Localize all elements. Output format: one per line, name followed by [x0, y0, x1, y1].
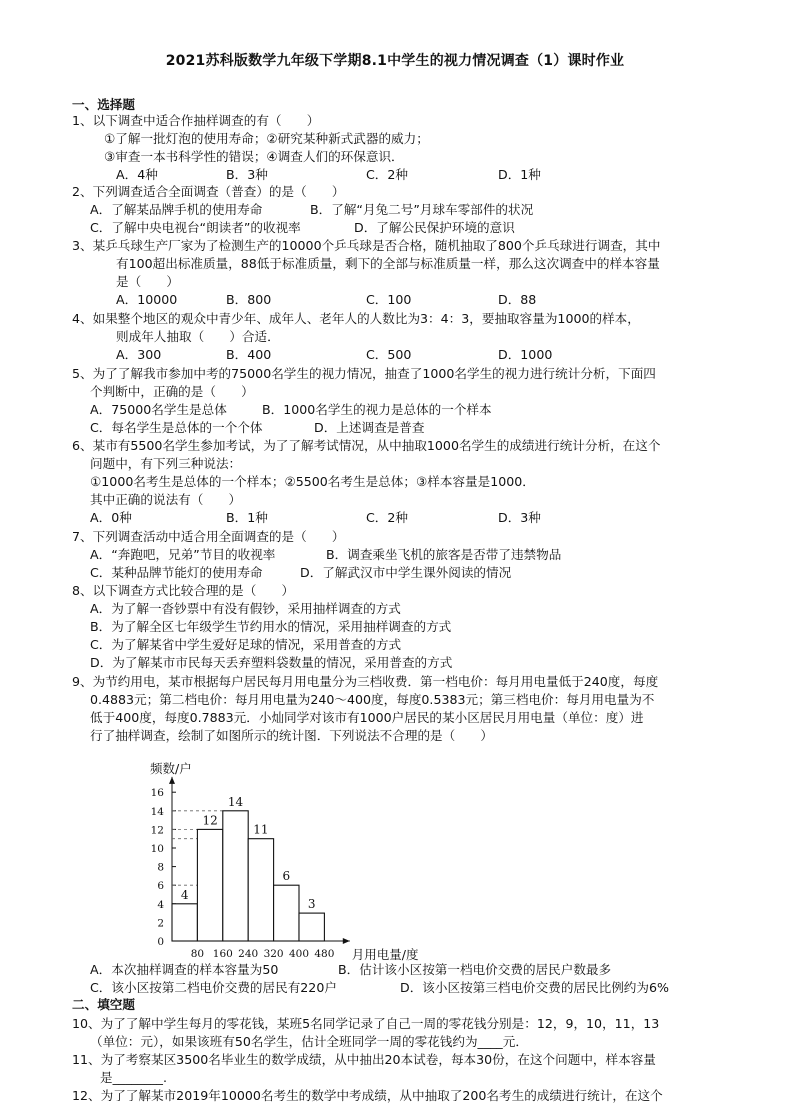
- q6-line2: 问题中，有下列三种说法：: [90, 456, 242, 471]
- q4-option-b: B．400: [226, 347, 272, 362]
- q4-line1: 4、如果整个地区的观众中青少年、成年人、老年人的人数比为3：4：3，要抽取容量为1000的样本，: [72, 311, 640, 326]
- x-tick-label: 400: [288, 948, 310, 960]
- y-tick-label: 6: [157, 880, 164, 893]
- section-heading-fill: 二、填空题: [72, 997, 135, 1012]
- q3-option-b: B．800: [226, 292, 272, 307]
- histogram-svg: [130, 745, 450, 965]
- q8-option-c: C．为了解某省中学生爱好足球的情况，采用普查的方式: [90, 637, 402, 652]
- bar-value-label: 14: [227, 794, 244, 809]
- q5-option-c: C．每名学生是总体的一个个体: [90, 420, 263, 435]
- q7-option-d: D．了解武汉市中学生课外阅读的情况: [300, 565, 512, 580]
- q1-option-b: B．3种: [226, 167, 268, 182]
- q1-line2: ③审查一本书科学性的错误；④调查人们的环保意识．: [104, 149, 404, 164]
- bar-value-label: 6: [282, 869, 291, 884]
- x-tick-label: 240: [238, 948, 259, 960]
- q2-option-c: C．了解中央电视台“朗读者”的收视率: [90, 220, 301, 235]
- q11-line1: 11、为了考察某区3500名毕业生的数学成绩，从中抽出20本试卷，每本30份，在这个问题中，样本容量: [72, 1052, 656, 1067]
- x-tick-label: 320: [263, 948, 284, 960]
- q10-line1: 10、为了了解中学生每月的零花钱，某班5名同学记录了自己一周的零花钱分别是：12，9，10，11，13: [72, 1016, 660, 1031]
- x-tick-label: 160: [212, 948, 233, 960]
- histogram-bar: [223, 811, 248, 941]
- q9-option-b: B．估计该小区按第一档电价交费的居民户数最多: [338, 962, 612, 977]
- q1-option-a: A．4种: [116, 167, 158, 182]
- q12-line1: 12、为了了解某市2019年10000名考生的数学中考成绩，从中抽取了200名考生的成绩进行统计，在这个: [72, 1088, 663, 1103]
- q2-stem: 2、下列调查适合全面调查（普查）的是（ ）: [72, 184, 345, 199]
- q4-line2: 则成年人抽取（ ）合适．: [116, 329, 280, 344]
- q9-line4: 行了抽样调查，绘制了如图所示的统计图．下列说法不合理的是（ ）: [90, 728, 493, 743]
- q4-option-a: A．300: [116, 347, 162, 362]
- page-title: 2021苏科版数学九年级下学期8.1中学生的视力情况调查（1）课时作业: [165, 53, 625, 69]
- histogram-bar: [248, 839, 273, 941]
- q4-option-d: D．1000: [498, 347, 553, 362]
- histogram-bar: [172, 904, 197, 941]
- q5-line1: 5、为了了解我市参加中考的75000名学生的视力情况，抽查了1000名学生的视力进行统计分析，下面四: [72, 366, 656, 381]
- q6-line4: 其中正确的说法有（ ）: [90, 492, 242, 507]
- y-tick-label: 12: [150, 824, 164, 837]
- q8-option-b: B．为了解全区七年级学生节约用水的情况，采用抽样调查的方式: [90, 619, 452, 634]
- q9-line3: 低于400度，每度0.7883元．小灿同学对该市有1000户居民的某小区居民月用电量（单位：度）进: [90, 710, 644, 725]
- q7-option-b: B．调查乘坐飞机的旅客是否带了违禁物品: [326, 547, 562, 562]
- q9-option-d: D．该小区按第三档电价交费的居民比例约为6%: [400, 980, 669, 995]
- section-heading-choice: 一、选择题: [72, 97, 135, 112]
- q1-stem: 1、以下调查中适合作抽样调查的有（ ）: [72, 113, 320, 128]
- q6-option-a: A．0种: [90, 510, 132, 525]
- x-axis-title: 月用电量/度: [351, 947, 419, 962]
- q8-option-a: A．为了解一沓钞票中有没有假钞，采用抽样调查的方式: [90, 601, 401, 616]
- q7-option-c: C．某种品牌节能灯的使用寿命: [90, 565, 263, 580]
- q2-option-b: B．了解“月兔二号”月球车零部件的状况: [310, 202, 534, 217]
- y-tick-label: 2: [157, 917, 164, 930]
- x-tick-label: 80: [190, 948, 205, 960]
- y-tick-label: 10: [150, 843, 164, 855]
- x-axis-arrow: [343, 938, 350, 944]
- bar-value-label: 11: [253, 822, 269, 837]
- q6-option-c: C．2种: [366, 510, 408, 525]
- q8-stem: 8、以下调查方式比较合理的是（ ）: [72, 583, 295, 598]
- y-tick-label: 4: [157, 898, 164, 911]
- y-axis-arrow: [169, 777, 175, 784]
- histogram-bar: [197, 829, 222, 941]
- q3-line3: 是（ ）: [116, 274, 179, 289]
- histogram-bar: [274, 885, 299, 941]
- q9-line2: 0.4883元；第二档电价：每月用电量为240～400度，每度0.5383元；第三档电价：每月用电量为不: [90, 692, 655, 707]
- q9-line1: 9、为节约用电，某市根据每户居民每月用电量分为三档收费．第一档电价：每月用电量低于240度，每度: [72, 674, 659, 689]
- q7-option-a: A．“奔跑吧，兄弟”节目的收视率: [90, 547, 276, 562]
- y-tick-label: 16: [150, 787, 164, 800]
- q3-option-d: D．88: [498, 292, 537, 307]
- q9-option-a: A．本次抽样调查的样本容量为50: [90, 962, 279, 977]
- q5-option-b: B．1000名学生的视力是总体的一个样本: [262, 402, 492, 417]
- histogram-bar: [299, 913, 324, 941]
- origin-label: 0: [157, 936, 164, 948]
- q7-stem: 7、下列调查活动中适合用全面调查的是（ ）: [72, 529, 345, 544]
- y-tick-label: 14: [150, 805, 164, 818]
- q6-line3: ①1000名考生是总体的一个样本；②5500名考生是总体；③样本容量是1000．: [90, 474, 535, 489]
- q1-line1: ①了解一批灯泡的使用寿命；②研究某种新式武器的威力；: [104, 131, 429, 146]
- q2-option-d: D．了解公民保护环境的意识: [354, 220, 515, 235]
- q10-line2: （单位：元），如果该班有50名学生，估计全班同学一周的零花钱约为____元．: [90, 1034, 528, 1049]
- q6-option-d: D．3种: [498, 510, 541, 525]
- q5-option-a: A．75000名学生是总体: [90, 402, 227, 417]
- q1-option-c: C．2种: [366, 167, 408, 182]
- q3-line2: 有100超出标准质量，88低于标准质量，剩下的全部与标准质量一样，那么这次调查中的样本容量: [116, 256, 660, 271]
- q6-line1: 6、某市有5500名学生参加考试，为了了解考试情况，从中抽取1000名学生的成绩进行统计分析，在这个: [72, 438, 661, 453]
- histogram-chart: [130, 745, 450, 965]
- q11-line2: 是________.: [100, 1070, 167, 1085]
- q3-option-a: A．10000: [116, 292, 178, 307]
- q4-option-c: C．500: [366, 347, 412, 362]
- q5-line2: 个判断中，正确的是（ ）: [90, 384, 254, 399]
- x-tick-label: 480: [314, 948, 335, 960]
- q6-option-b: B．1种: [226, 510, 268, 525]
- q2-option-a: A．了解某品牌手机的使用寿命: [90, 202, 263, 217]
- q5-option-d: D．上述调查是普查: [314, 420, 425, 435]
- q9-option-c: C．该小区按第二档电价交费的居民有220户: [90, 980, 337, 995]
- q8-option-d: D．为了解某市市民每天丢弃塑料袋数量的情况，采用普查的方式: [90, 655, 453, 670]
- bar-value-label: 3: [307, 897, 316, 912]
- bar-value-label: 12: [202, 813, 218, 828]
- q3-option-c: C．100: [366, 292, 412, 307]
- bar-value-label: 4: [180, 887, 189, 902]
- y-axis-title: 频数/户: [150, 760, 192, 776]
- q3-line1: 3、某乒乓球生产厂家为了检测生产的10000个乒乓球是否合格，随机抽取了800个乒乓球进行调查，其中: [72, 238, 661, 253]
- q1-option-d: D．1种: [498, 167, 541, 182]
- y-tick-label: 8: [157, 861, 164, 874]
